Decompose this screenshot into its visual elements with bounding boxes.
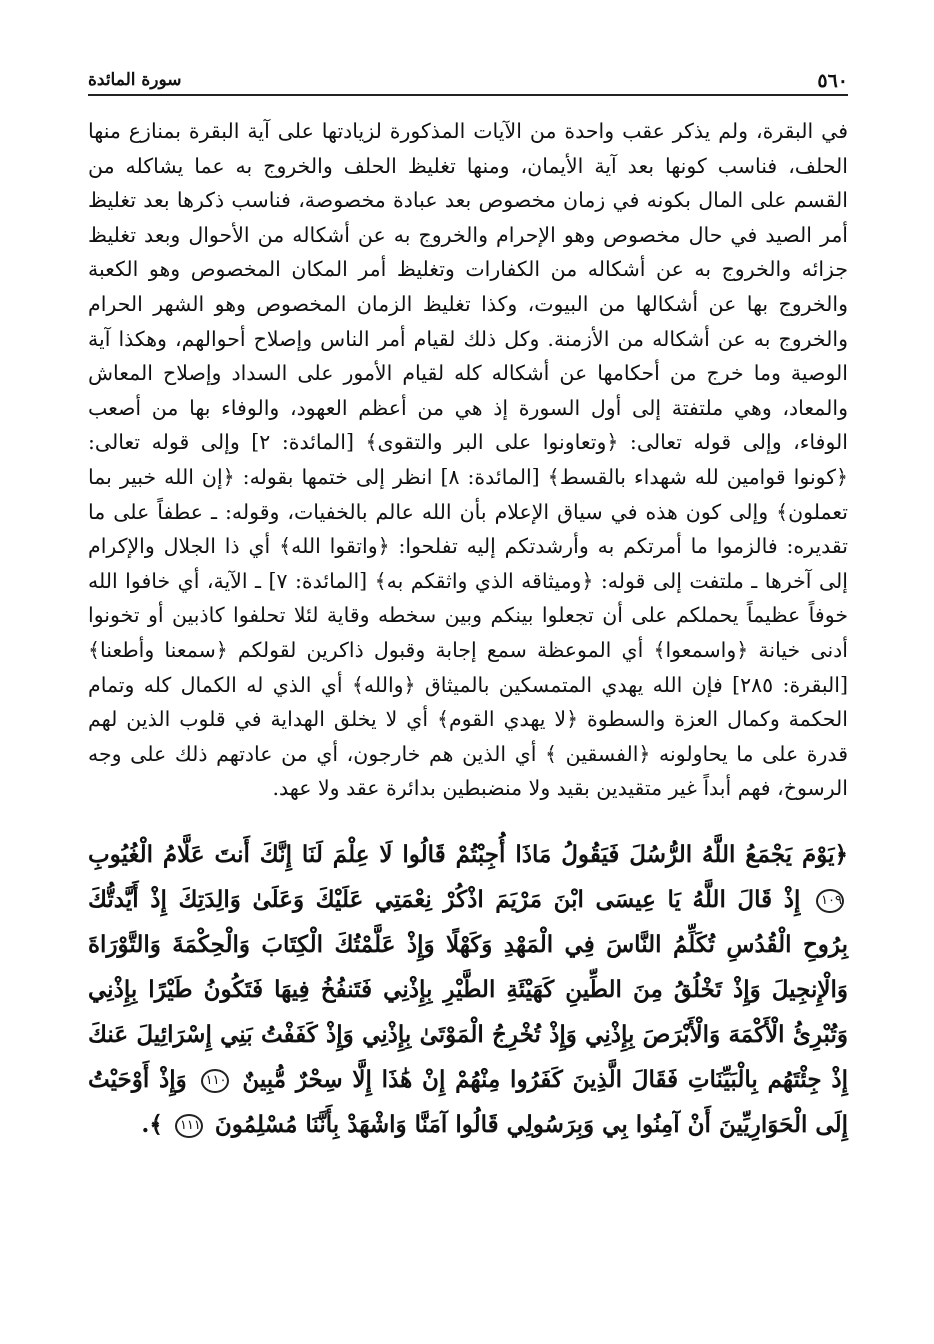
book-page (88, 68, 848, 1147)
verse-110-number: ١١٠ (201, 1069, 229, 1093)
page-number: ٥٦٠ (817, 70, 848, 92)
surah-title: سورة المائدة (88, 70, 182, 90)
verse-109-text: ﴿يَوْمَ يَجْمَعُ اللَّهُ الرُّسُلَ فَيَقُولُ مَاذَا أُجِبْتُمْ قَالُوا لَا عِلْمَ لَنَا إِنَّكَ أَنتَ عَلَّامُ الْغُيُوبِ (88, 840, 848, 868)
page-header (88, 68, 848, 96)
quran-verses-block (88, 832, 848, 1147)
commentary-paragraph: في البقرة، ولم يذكر عقب واحدة من الآيات المذكورة لزيادتها على آية البقرة بمنازع منها الحلف، فناسب كونها بعد آية الأيمان، ومنها تغليظ الحلف والخروج به عما يشاكله من القسم على المال بكونه في زمان مخصوص بعد عبادة مخصوصة، فناسب ذكرها بعد تغليظ أمر الصيد في حال مخصوص وهو الإحرام والخروج به عن أشكاله من الأحوال وبعد تغليظ جزائه والخروج به عن أشكاله من الكفارات وتغليظ أمر المكان المخصوص وهو الكعبة والخروج بها عن أشكالها من البيوت، وكذا تغليظ الزمان المخصوص وهو الشهر الحرام والخروج به عن أشكاله من الأزمنة. وكل ذلك لقيام أمر الناس وإصلاح أحوالهم، وهكذا آية الوصية وما خرج من أحكامها عن أشكاله كله لقيام الأمور على السداد وإصلاح المعاش والمعاد، وهي ملتفتة إلى أول السورة إذ هي من أعظم العهود، والوفاء بها من أصعب الوفاء، وإلى قوله تعالى: ﴿وتعاونوا على البر والتقوى﴾ [المائدة: ٢] وإلى قوله تعالى: ﴿كونوا قوامين لله شهداء بالقسط﴾ [المائدة: ٨] انظر إلى ختمها بقوله: ﴿إن الله خبير بما تعملون﴾ وإلى كون هذه في سياق الإعلام بأن الله عالم بالخفيات، وقوله: ـ عطفاً على ما تقديره: فالزموا ما أمرتكم به وأرشدتكم إليه تفلحوا: ﴿واتقوا الله﴾ أي ذا الجلال والإكرام إلى آخرها ـ ملتفت إلى قوله: ﴿وميثاقه الذي واثقكم به﴾ [المائدة: ٧] ـ الآية، أي خافوا الله خوفاً عظيماً يحملكم على أن تجعلوا بينكم وبين سخطه وقاية لئلا تحلفوا كاذبين أو تخونوا أدنى خيانة ﴿واسمعوا﴾ أي الموعظة سمع إجابة وقبول ذاكرين لقولكم ﴿سمعنا وأطعنا﴾ [البقرة: ٢٨٥] فإن الله يهدي المتمسكين بالميثاق ﴿والله﴾ أي الذي له الكمال كله وتمام الحكمة وكمال العزة والسطوة ﴿لا يهدي القوم﴾ أي لا يخلق الهداية في قلوب الذين لهم قدرة على ما يحاولونه ﴿الفسقين ﴾ أي الذين هم خارجون، أي من عادتهم ذلك على وجه الرسوخ، فهم أبداً غير متقيدين بقيد ولا منضبطين بدائرة عقد ولا عهد. (88, 119, 849, 801)
closing-brace: ﴾. (141, 1110, 163, 1138)
verse-109-number: ١٠٩ (816, 889, 844, 913)
verse-110-text: إِذْ قَالَ اللَّهُ يَا عِيسَى ابْنَ مَرْيَمَ اذْكُرْ نِعْمَتِي عَلَيْكَ وَعَلَىٰ وَالِدَتِكَ إِذْ أَيَّدتُّكَ بِرُوحِ الْقُدُسِ تُكَلِّمُ النَّاسَ فِي الْمَهْدِ وَكَهْلًا وَإِذْ عَلَّمْتُكَ الْكِتَابَ وَالْحِكْمَةَ وَالتَّوْرَاةَ وَالْإِنجِيلَ وَإِذْ تَخْلُقُ مِنَ الطِّينِ كَهَيْئَةِ الطَّيْرِ بِإِذْنِي فَتَنفُخُ فِيهَا فَتَكُونُ طَيْرًا بِإِذْنِي وَتُبْرِئُ الْأَكْمَهَ وَالْأَبْرَصَ بِإِذْنِي وَإِذْ تُخْرِجُ الْمَوْتَىٰ بِإِذْنِي وَإِذْ كَفَفْتُ بَنِي إِسْرَائِيلَ عَنكَ إِذْ جِئْتَهُم بِالْبَيِّنَاتِ فَقَالَ الَّذِينَ كَفَرُوا مِنْهُمْ إِنْ هَٰذَا إِلَّا سِحْرٌ مُّبِينٌ (88, 885, 848, 1093)
verse-111-text: وَإِذْ أَوْحَيْتُ إِلَى الْحَوَارِيِّينَ أَنْ آمِنُوا بِي وَبِرَسُولِي قَالُوا آمَنَّا وَاشْهَدْ بِأَنَّنَا مُسْلِمُونَ (88, 1065, 848, 1138)
verse-111-number: ١١١ (175, 1114, 203, 1138)
